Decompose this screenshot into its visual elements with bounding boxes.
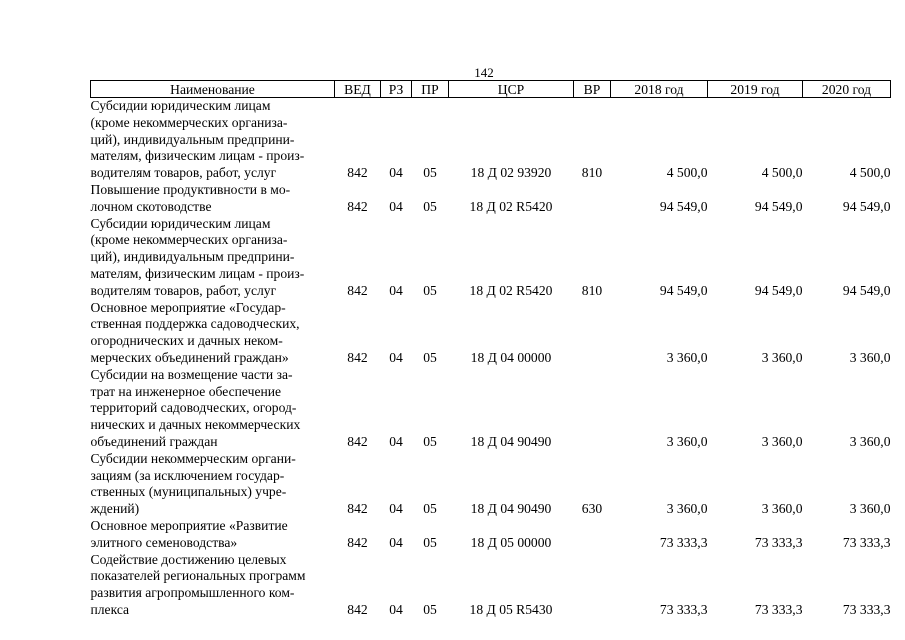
table-row <box>91 98 891 182</box>
name-line: огороднических и дачных неком- <box>90 333 283 349</box>
cell-rz: 04 <box>389 282 403 298</box>
name-line: мателям, физическим лицам - произ- <box>90 148 305 164</box>
cell-2020: 94 549,0 <box>842 198 891 214</box>
table-row <box>91 182 891 216</box>
table-row <box>91 552 891 619</box>
cell-2020: 73 333,3 <box>842 534 891 550</box>
cell-rz: 04 <box>389 501 403 517</box>
cell-vr <box>574 182 611 216</box>
name-line: мателям, физическим лицам - произ- <box>90 265 305 281</box>
cell-2018: 3 360,0 <box>666 501 708 517</box>
cell-2020: 3 360,0 <box>849 433 891 449</box>
cell-2019: 94 549,0 <box>754 198 803 214</box>
name-line: лочном скотоводстве <box>90 198 212 214</box>
name-line: Субсидии на возмещение части за- <box>90 366 293 382</box>
cell-rz: 04 <box>389 534 403 550</box>
cell-2019: 3 360,0 <box>761 433 803 449</box>
cell-csr: 18 Д 05 R5430 <box>469 601 553 617</box>
name-line: ственных (муниципальных) учре- <box>90 484 287 500</box>
cell-2018: 94 549,0 <box>659 198 708 214</box>
cell-ved: 842 <box>347 501 368 517</box>
cell-csr: 18 Д 02 R5420 <box>469 198 553 214</box>
cell-ved: 842 <box>347 433 368 449</box>
cell-2019: 4 500,0 <box>761 165 803 181</box>
name-line: Повышение продуктивности в мо- <box>90 181 291 197</box>
table-row <box>91 367 891 451</box>
cell-2019: 3 360,0 <box>761 349 803 365</box>
name-line: Основное мероприятие «Развитие <box>90 517 288 533</box>
name-line: ций), индивидуальным предприни- <box>90 131 295 147</box>
name-line: развития агропромышленного ком- <box>90 585 295 601</box>
name-line: зациям (за исключением государ- <box>90 467 285 483</box>
name-line: Содействие достижению целевых <box>90 551 287 567</box>
header-2019: 2019 год <box>708 81 803 98</box>
cell-vr <box>574 518 611 552</box>
cell-2019: 3 360,0 <box>761 501 803 517</box>
cell-pr: 05 <box>423 198 437 214</box>
cell-ved: 842 <box>347 198 368 214</box>
header-rz: РЗ <box>381 81 412 98</box>
name-line: Субсидии юридическим лицам <box>90 215 271 231</box>
name-line: нических и дачных некоммерческих <box>90 417 301 433</box>
header-pr: ПР <box>412 81 449 98</box>
name-line: (кроме некоммерческих организа- <box>90 232 288 248</box>
header-name: Наименование <box>91 81 335 98</box>
cell-name <box>91 367 335 451</box>
cell-vr <box>574 552 611 619</box>
cell-rz: 04 <box>389 349 403 365</box>
cell-2020: 94 549,0 <box>842 282 891 298</box>
cell-ved: 842 <box>347 282 368 298</box>
cell-vr <box>574 300 611 367</box>
cell-2018: 73 333,3 <box>659 534 708 550</box>
table-header <box>91 81 891 98</box>
cell-pr: 05 <box>423 501 437 517</box>
name-line: мерческих объединений граждан» <box>90 349 289 365</box>
header-ved: ВЕД <box>335 81 381 98</box>
cell-name <box>91 552 335 619</box>
table-row <box>91 518 891 552</box>
cell-name <box>91 98 335 182</box>
cell-vr: 810 <box>581 282 603 298</box>
cell-csr: 18 Д 02 93920 <box>470 165 552 181</box>
header-csr: ЦСР <box>449 81 574 98</box>
cell-pr: 05 <box>423 601 437 617</box>
name-line: территорий садоводческих, огород- <box>90 400 297 416</box>
cell-rz: 04 <box>389 433 403 449</box>
cell-ved: 842 <box>347 165 368 181</box>
cell-2020: 4 500,0 <box>849 165 891 181</box>
cell-2018: 3 360,0 <box>666 349 708 365</box>
cell-2018: 4 500,0 <box>666 165 708 181</box>
cell-vr: 810 <box>581 165 603 181</box>
page-number: 142 <box>474 65 494 80</box>
cell-2019: 73 333,3 <box>754 601 803 617</box>
cell-2018: 94 549,0 <box>659 282 708 298</box>
header-row <box>91 81 891 98</box>
name-line: (кроме некоммерческих организа- <box>90 114 288 130</box>
cell-rz: 04 <box>389 198 403 214</box>
cell-vr: 630 <box>581 501 603 517</box>
cell-2019: 94 549,0 <box>754 282 803 298</box>
name-line: Основное мероприятие «Государ- <box>90 299 286 315</box>
cell-name <box>91 300 335 367</box>
name-line: водителям товаров, работ, услуг <box>90 165 277 181</box>
table-body <box>91 98 891 619</box>
cell-name <box>91 518 335 552</box>
header-2020: 2020 год <box>803 81 891 98</box>
name-line: объединений граждан <box>90 433 218 449</box>
name-line: Субсидии некоммерческим органи- <box>90 450 296 466</box>
table-row <box>91 216 891 300</box>
cell-csr: 18 Д 05 00000 <box>470 534 552 550</box>
cell-ved: 842 <box>347 349 368 365</box>
header-2018: 2018 год <box>611 81 708 98</box>
name-line: ждений) <box>90 501 140 517</box>
budget-table <box>90 80 891 619</box>
name-line: плекса <box>90 601 130 617</box>
cell-name <box>91 216 335 300</box>
cell-csr: 18 Д 04 90490 <box>470 501 552 517</box>
cell-2020: 3 360,0 <box>849 349 891 365</box>
cell-ved: 842 <box>347 601 368 617</box>
cell-pr: 05 <box>423 165 437 181</box>
cell-rz: 04 <box>389 601 403 617</box>
cell-2020: 73 333,3 <box>842 601 891 617</box>
cell-2018: 73 333,3 <box>659 601 708 617</box>
cell-ved: 842 <box>347 534 368 550</box>
name-line: трат на инженерное обеспечение <box>90 383 282 399</box>
cell-pr: 05 <box>423 534 437 550</box>
cell-csr: 18 Д 02 R5420 <box>469 282 553 298</box>
cell-vr <box>574 367 611 451</box>
cell-rz: 04 <box>389 165 403 181</box>
name-line: ций), индивидуальным предприни- <box>90 249 295 265</box>
name-line: Субсидии юридическим лицам <box>90 98 271 113</box>
name-line: показателей региональных программ <box>90 568 306 584</box>
cell-name <box>91 182 335 216</box>
header-vr: ВР <box>574 81 611 98</box>
cell-2019: 73 333,3 <box>754 534 803 550</box>
cell-csr: 18 Д 04 90490 <box>470 433 552 449</box>
cell-pr: 05 <box>423 349 437 365</box>
cell-csr: 18 Д 04 00000 <box>470 349 552 365</box>
cell-2018: 3 360,0 <box>666 433 708 449</box>
cell-name <box>91 451 335 518</box>
cell-2020: 3 360,0 <box>849 501 891 517</box>
name-line: ственная поддержка садоводческих, <box>90 316 300 332</box>
cell-pr: 05 <box>423 282 437 298</box>
table-row <box>91 300 891 367</box>
name-line: элитного семеноводства» <box>90 534 238 550</box>
table-row <box>91 451 891 518</box>
name-line: водителям товаров, работ, услуг <box>90 282 277 298</box>
cell-pr: 05 <box>423 433 437 449</box>
